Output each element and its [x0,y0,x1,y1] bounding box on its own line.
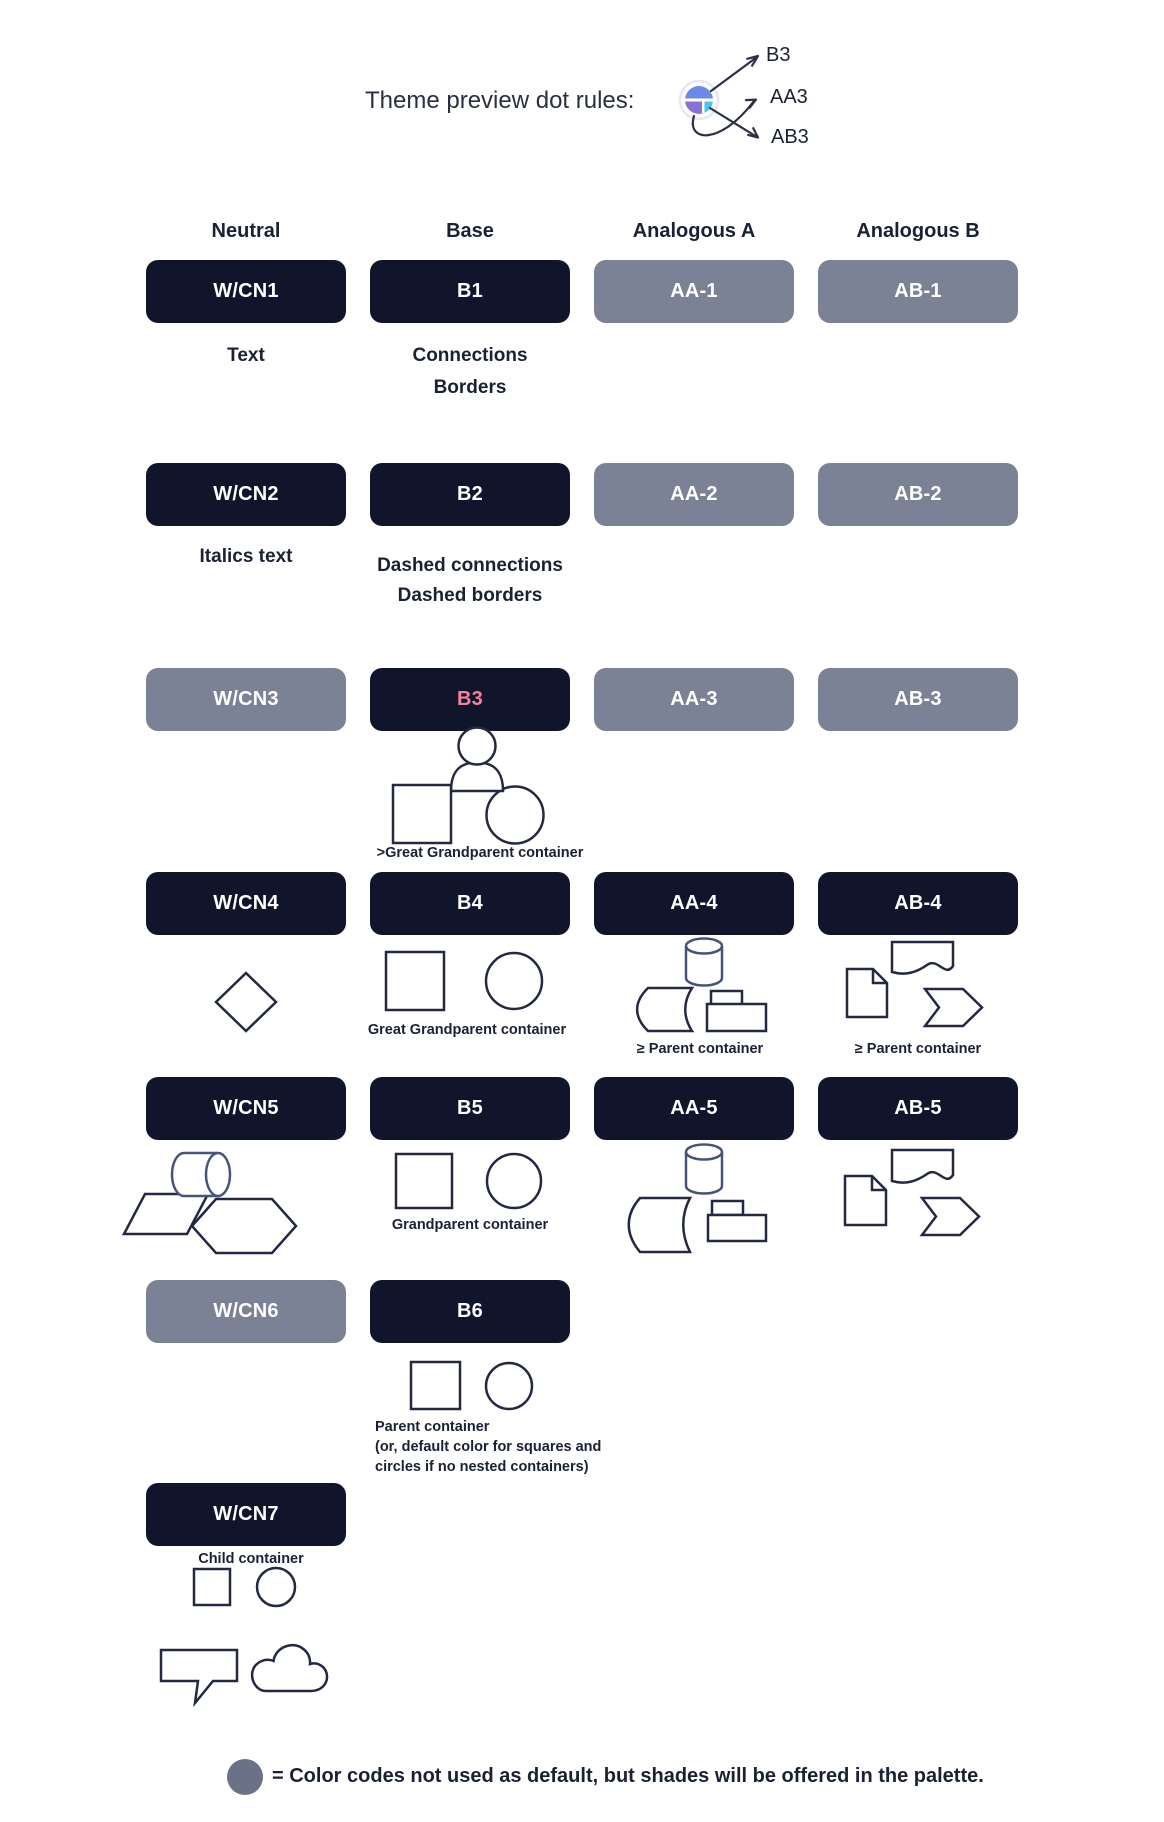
note-dashed-borders: Dashed borders [397,585,543,606]
label-great-grandparent: Great Grandparent container [367,1022,567,1038]
wcn4-diamond-shape [216,973,276,1031]
swatch-b4: B4 [370,872,570,935]
swatch-wcn6: W/CN6 [146,1280,346,1343]
page-title: Theme preview dot rules: [365,87,635,114]
ab4-chevron-shape [925,989,982,1026]
b3-square-shape [393,785,451,843]
swatch-wcn3: W/CN3 [146,668,346,731]
swatch-b5: B5 [370,1077,570,1140]
swatch-b6: B6 [370,1280,570,1343]
swatch-b3: B3 [370,668,570,731]
swatch-ab2: AB-2 [818,463,1018,526]
b3-circle-shape [487,787,544,844]
b4-circle-shape [486,953,542,1009]
legend-text: = Color codes not used as default, but shades will be offered in the palette. [272,1765,984,1787]
column-header-analogous-b: Analogous B [856,220,980,242]
aa4-stored-data-shape [637,988,692,1031]
ab5-document-shape [845,1176,886,1225]
swatch-b1: B1 [370,260,570,323]
dot-segment-bottom-right [705,102,717,117]
ab4-document-fold [873,969,887,983]
swatch-aa3: AA-3 [594,668,794,731]
swatch-wcn4: W/CN4 [146,872,346,935]
label-grandparent: Grandparent container [391,1217,549,1233]
legend-dot-icon [227,1759,263,1795]
label-ge-parent-aa: ≥ Parent container [636,1041,764,1057]
aa5-cylinder-shape [686,1145,722,1194]
b3-person-head-icon [459,728,496,765]
note-borders: Borders [433,377,507,398]
theme-dot-icon [680,81,718,119]
ab4-wave-document-shape [892,942,953,974]
swatch-aa2: AA-2 [594,463,794,526]
swatch-aa1: AA-1 [594,260,794,323]
b4-square-shape [386,952,444,1010]
cloud-shape [252,1645,327,1691]
dot-rule-label-b3: B3 [766,44,791,66]
label-parent-line3: circles if no nested containers) [375,1459,589,1475]
label-parent-line2: (or, default color for squares and [375,1439,602,1455]
note-dashed-connections: Dashed connections [377,555,563,576]
swatch-wcn7: W/CN7 [146,1483,346,1546]
label-child-container: Child container [198,1551,304,1567]
swatch-wcn2: W/CN2 [146,463,346,526]
swatch-aa4: AA-4 [594,872,794,935]
aa4-folder-tab-shape [711,991,742,1005]
wcn7-square-shape [194,1569,230,1605]
arrow-to-aa3 [693,100,756,136]
wcn7-circle-shape [257,1568,295,1606]
aa4-folder-body-shape [707,1004,766,1031]
swatch-aa5: AA-5 [594,1077,794,1140]
arrow-to-ab3 [710,108,758,138]
swatch-b2: B2 [370,463,570,526]
swatch-ab1: AB-1 [818,260,1018,323]
aa4-cylinder-shape [686,939,722,986]
ab5-wave-document-shape [892,1150,953,1183]
swatch-ab3: AB-3 [818,668,1018,731]
b3-person-body-icon [451,763,503,792]
dot-segment-bottom-left [683,102,702,117]
b5-square-shape [396,1154,452,1208]
dot-rule-label-aa3: AA3 [770,86,808,108]
dot-rule-label-ab3: AB3 [771,126,809,148]
speech-bubble-shape [161,1650,237,1703]
column-header-analogous-a: Analogous A [632,220,756,242]
label-parent-line1: Parent container [375,1419,490,1435]
wcn5-parallelogram-shape [124,1194,208,1234]
arrow-to-b3 [711,56,758,91]
swatch-wcn1: W/CN1 [146,260,346,323]
b5-circle-shape [487,1154,541,1208]
wcn5-cylinder-shape [172,1153,230,1196]
note-text: Text [227,345,265,366]
b6-square-shape [411,1362,460,1409]
ab4-document-shape [847,969,887,1017]
note-connections: Connections [412,345,528,366]
aa5-folder-body-shape [708,1215,766,1241]
swatch-ab4: AB-4 [818,872,1018,935]
ab5-document-fold [872,1176,886,1190]
label-great-grandparent-gt: >Great Grandparent container [376,845,584,861]
column-header-neutral: Neutral [211,220,281,242]
b6-circle-shape [486,1363,532,1409]
wcn5-hexagon-shape [192,1199,296,1253]
column-header-base: Base [446,220,494,242]
aa5-stored-data-shape [629,1198,690,1252]
label-ge-parent-ab: ≥ Parent container [854,1041,982,1057]
swatch-wcn5: W/CN5 [146,1077,346,1140]
note-italics-text: Italics text [199,546,293,567]
dot-segment-top [683,84,715,99]
aa5-folder-tab-shape [712,1201,743,1215]
swatch-ab5: AB-5 [818,1077,1018,1140]
ab5-chevron-shape [922,1198,979,1235]
